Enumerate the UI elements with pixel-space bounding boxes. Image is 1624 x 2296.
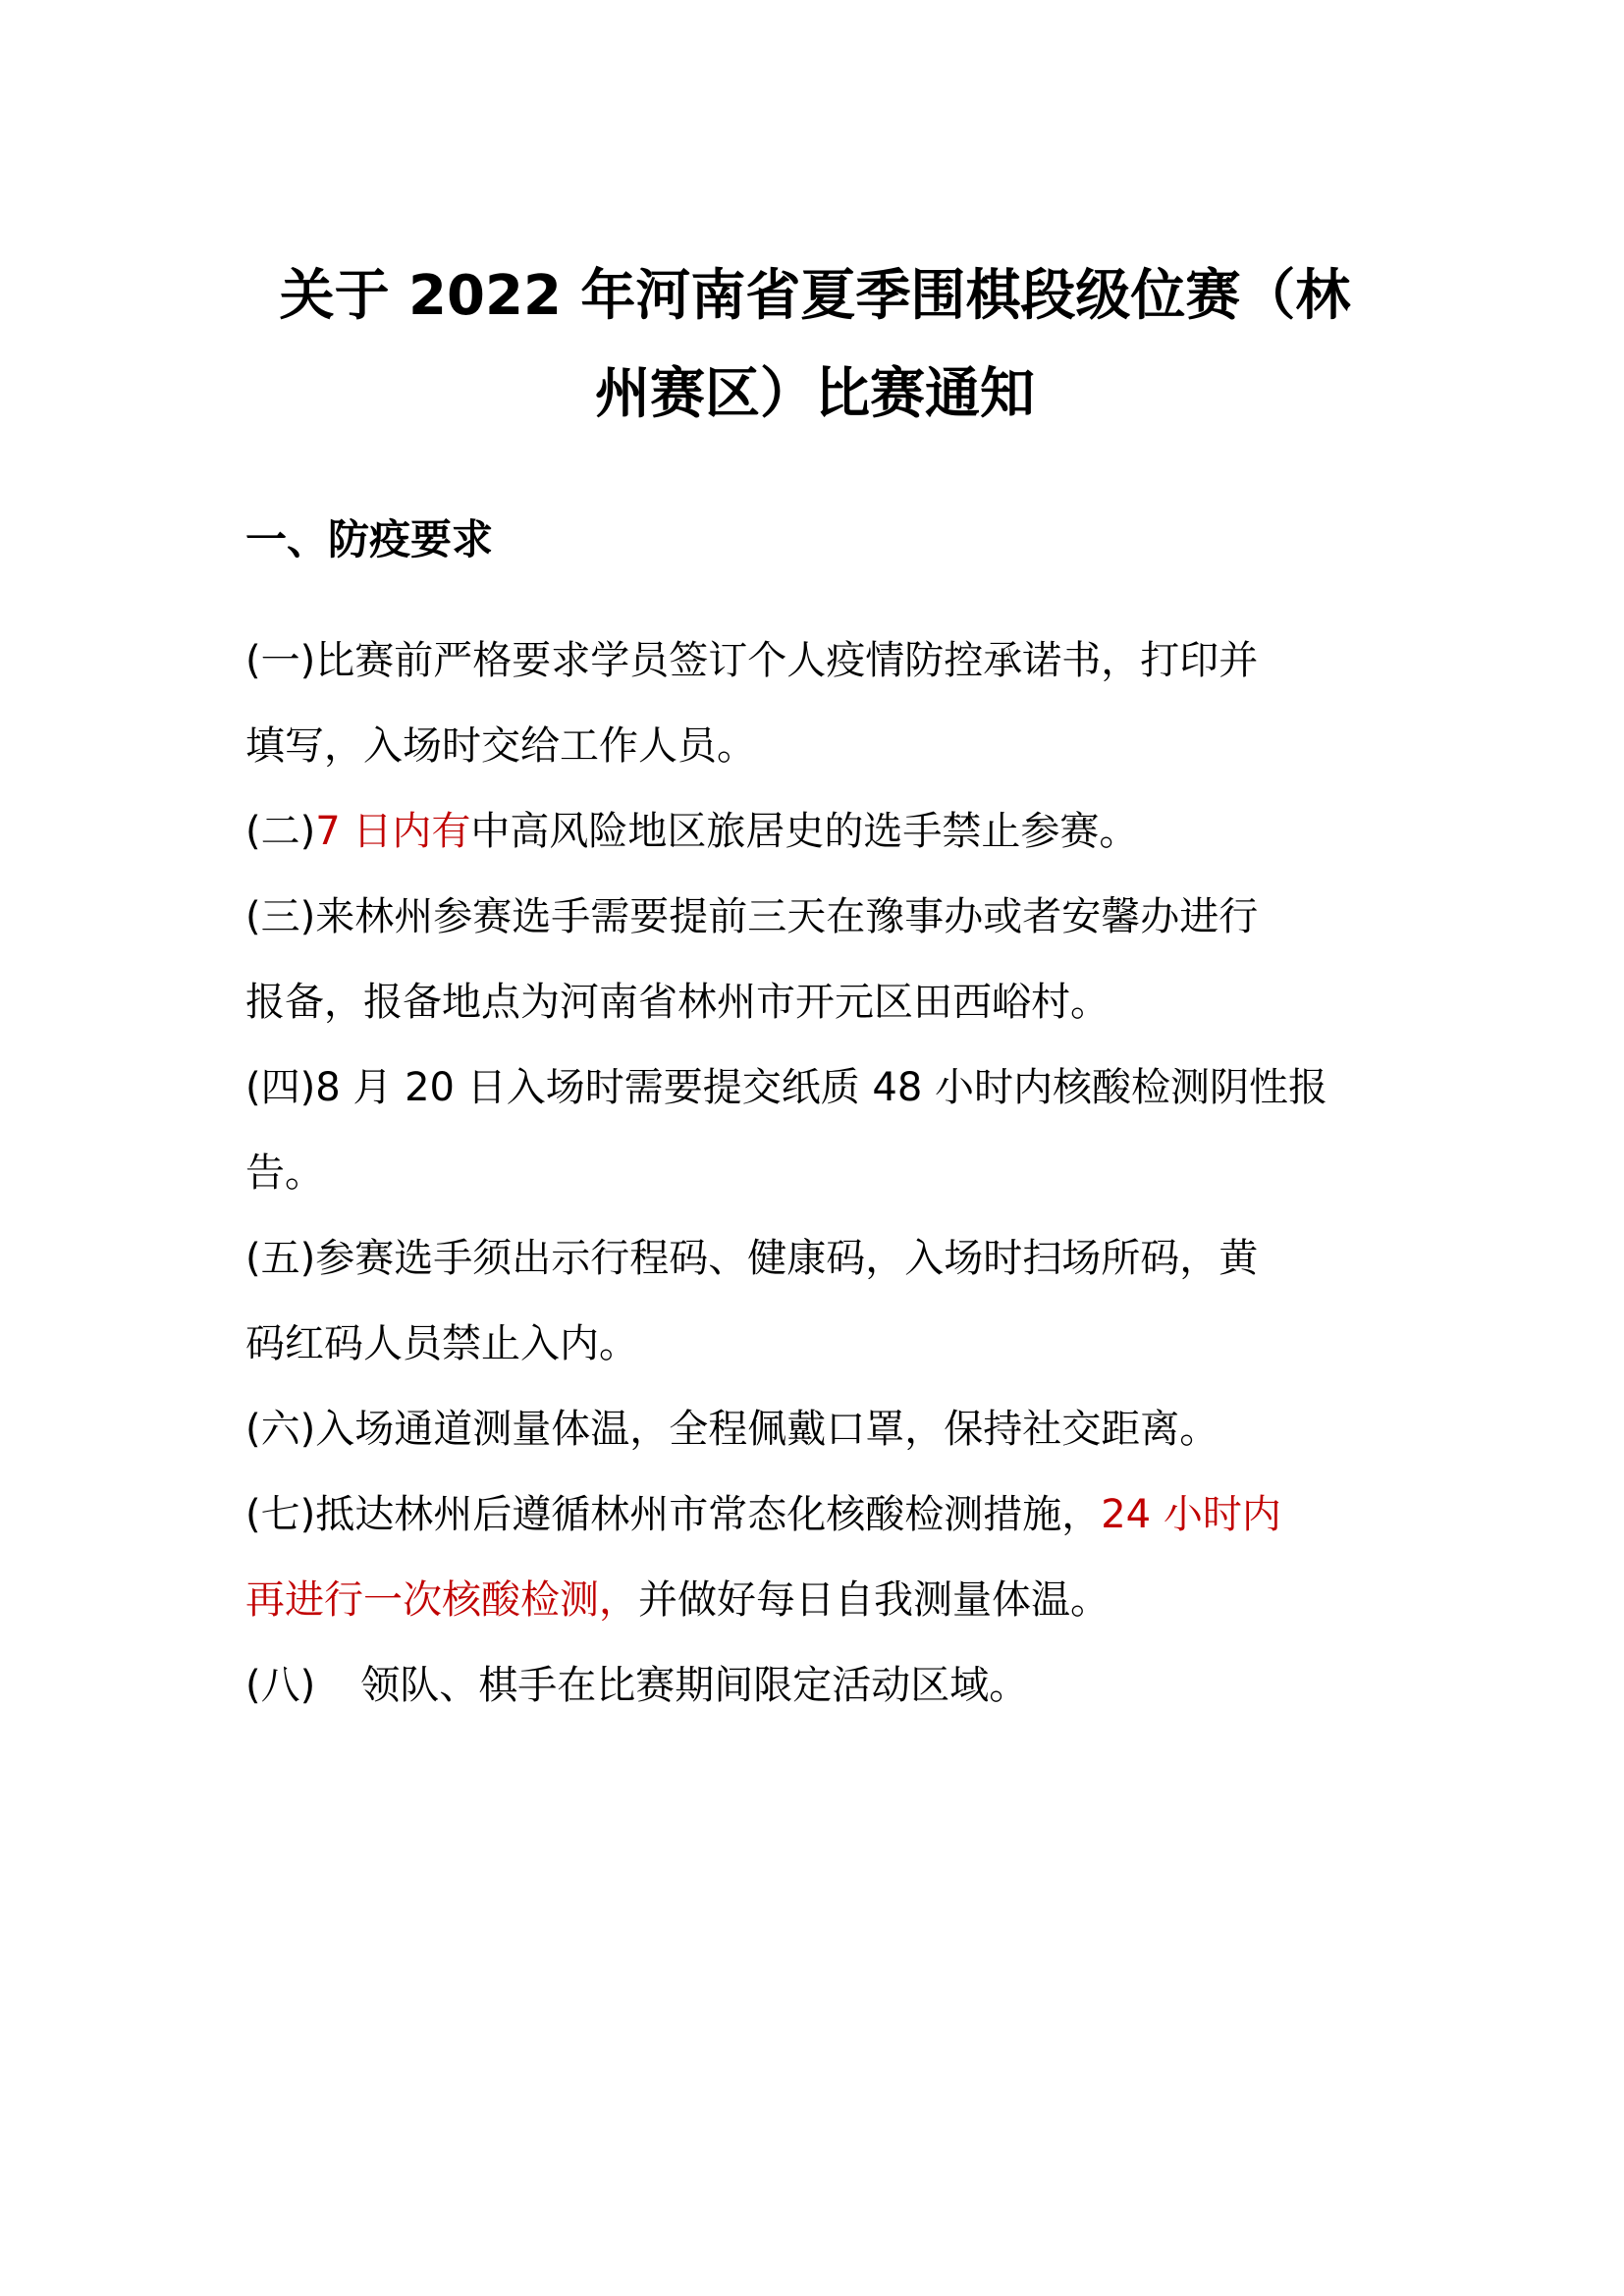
list-item-1: [245, 618, 1394, 789]
item-marker: (八): [245, 1663, 316, 1708]
item-highlight-text-continued: 再进行一次核酸检测，: [245, 1577, 638, 1623]
item-highlight-text: 24 小时内: [1101, 1492, 1281, 1537]
list-item-8: [245, 1643, 1394, 1729]
item-text: 参赛选手须出示行程码、健康码，入场时扫场所码，黄: [315, 1236, 1259, 1281]
item-text: 来林州参赛选手需要提前三天在豫事办或者安馨办进行: [315, 894, 1259, 939]
item-text: 比赛前严格要求学员签订个人疫情防控承诺书，打印并: [315, 638, 1259, 683]
document-body: [245, 618, 1394, 1729]
item-marker: (六): [245, 1407, 316, 1452]
document-title: [245, 247, 1384, 444]
item-marker: (七): [245, 1492, 316, 1537]
section-heading-epidemic-prevention: 一、防疫要求: [245, 515, 494, 563]
item-text: 入场通道测量体温，全程佩戴口罩，保持社交距离。: [315, 1407, 1219, 1452]
item-text: 抵达林州后遵循林州市常态化核酸检测措施，: [315, 1492, 1102, 1537]
list-item-7: [245, 1472, 1394, 1643]
item-text: 8 月 20 日入场时需要提交纸质 48 小时内核酸检测阴性报: [315, 1065, 1328, 1110]
item-marker: (一): [245, 638, 316, 683]
list-item-6: [245, 1387, 1394, 1472]
item-text-continued: 告。: [245, 1150, 324, 1196]
item-text-continued: 填写，入场时交给工作人员。: [245, 723, 756, 769]
item-text: 中高风险地区旅居史的选手禁止参赛。: [470, 809, 1139, 854]
item-text-continued: 并做好每日自我测量体温。: [638, 1577, 1110, 1623]
title-line-1: 关于 2022 年河南省夏季围棋段级位赛（林: [279, 264, 1351, 328]
item-marker: (四): [245, 1065, 316, 1110]
item-text-continued: 码红码人员禁止入内。: [245, 1321, 638, 1366]
item-marker: (二): [245, 809, 316, 854]
item-text: 领队、棋手在比赛期间限定活动区域。: [360, 1663, 1029, 1708]
item-text-continued: 报备，报备地点为河南省林州市开元区田西峪村。: [245, 980, 1110, 1025]
item-highlight-text: 7 日内有: [315, 809, 471, 854]
list-item-5: [245, 1216, 1394, 1387]
title-line-2: 州赛区）比赛通知: [595, 362, 1035, 426]
list-item-3: [245, 875, 1394, 1045]
list-item-2: [245, 789, 1394, 875]
item-marker: (五): [245, 1236, 316, 1281]
item-marker: (三): [245, 894, 316, 939]
list-item-4: [245, 1045, 1394, 1216]
